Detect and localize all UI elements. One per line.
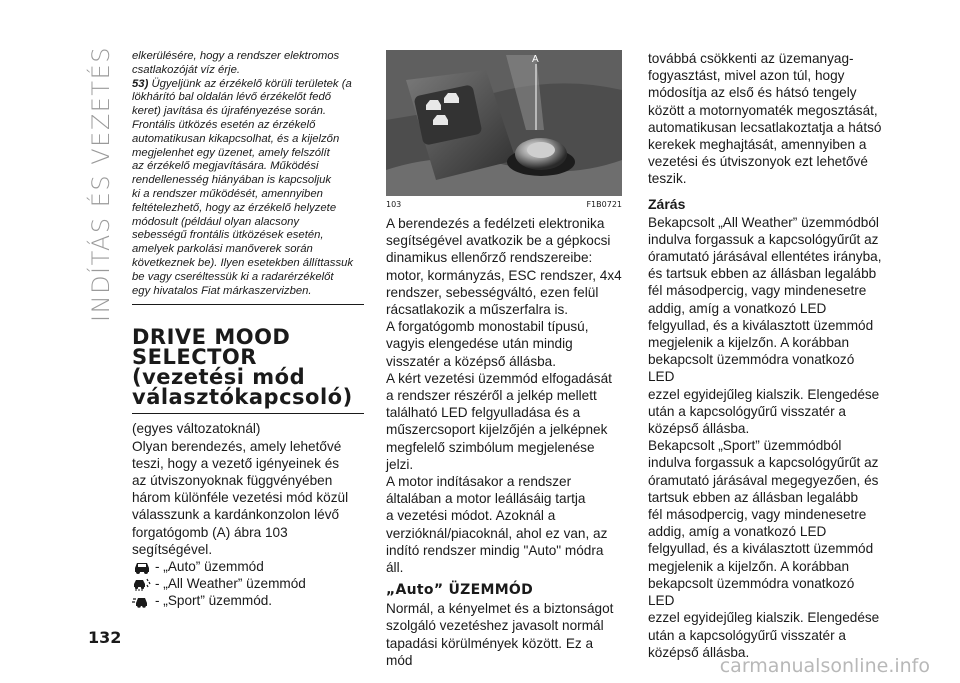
body-line: Olyan berendezés, amely lehetővé xyxy=(132,438,342,454)
mode-label: - „All Weather” üzemmód xyxy=(155,576,306,592)
note-line: amelyek parkolási manőverek során xyxy=(132,243,313,256)
body-line: középső állásba. xyxy=(648,421,750,437)
body-line: addig, amíg a vonatkozó LED xyxy=(648,524,827,540)
heading-line: DRIVE MOOD xyxy=(132,325,291,350)
note-line: megjelenhet egy üzenet, amely felszólít xyxy=(132,146,330,159)
body-line: óramutató járásával megegyezően, és xyxy=(648,472,879,488)
auto-mode-text xyxy=(386,600,622,669)
body-line: verzióknál/piacoknál, ahol ez van, az xyxy=(386,525,608,541)
mode-item-sport xyxy=(132,592,364,609)
note-53 xyxy=(132,78,364,92)
note-number: 53) xyxy=(132,77,149,90)
auto-mode-icon xyxy=(132,559,152,575)
mode-item-all-weather xyxy=(132,575,364,592)
page-number: 132 xyxy=(88,628,122,647)
body-line: forgatógomb (A) ábra 103 segítségével. xyxy=(132,524,288,557)
body-line: segítségével avatkozik be a gépkocsi xyxy=(386,233,611,249)
body-line: teszi, hogy a vezető igényeinek és xyxy=(132,455,340,471)
body-line: Bekapcsolt „All Weather” üzemmódból xyxy=(648,214,879,230)
figure-callout-label: A xyxy=(532,54,539,65)
col2-body xyxy=(386,215,622,576)
figure-code: F1B0721 xyxy=(586,200,622,209)
body-line: indulva forgassuk a kapcsológyűrűt az xyxy=(648,455,879,471)
mode-label: - „Sport” üzemmód. xyxy=(155,593,273,609)
body-line: után a kapcsológyűrű visszatér a xyxy=(648,627,846,643)
watermark: carmanualsonline.info xyxy=(719,655,930,677)
body-line: tapadási körülmények között. Ez a mód xyxy=(386,635,594,668)
sport-mode-icon xyxy=(132,593,152,609)
note-line: következnek be). Ilyen esetekben állíttassuk xyxy=(132,256,354,269)
body-line: óramutató járásával ellentétes irányba, xyxy=(648,249,882,265)
body-line: középső állásba. xyxy=(648,644,750,660)
body-line: módosítja az első és hátsó tengely xyxy=(648,85,857,101)
mode-item-auto xyxy=(132,558,364,575)
body-line: fogyasztást, mivel azon túl, hogy xyxy=(648,68,845,84)
body-line: A motor indításakor a rendszer xyxy=(386,474,572,490)
note-line: Frontális ütközés esetén az érzékelő xyxy=(132,118,316,131)
body-line: a rendszer részéről a jelkép mellett xyxy=(386,388,597,404)
body-line: rácsatlakozik a műszerfalra is. xyxy=(386,302,569,318)
mode-label: - „Auto” üzemmód xyxy=(155,558,264,574)
note-line: egy hivatalos Fiat márkaszervizben. xyxy=(132,284,312,297)
body-line: megjelenik a kijelzőn. A korábban xyxy=(648,335,850,351)
body-line: az útviszonyoknak függvényében xyxy=(132,472,333,488)
body-line: bekapcsolt üzemmódra vonatkozó LED xyxy=(648,352,855,385)
note-line: feltételezhető, hogy az érzékelő helyzete xyxy=(132,201,337,214)
body-line: A berendezés a fedélzeti elektronika xyxy=(386,216,605,231)
note-line: ki a rendszer működését, amennyiben xyxy=(132,187,323,200)
body-line: három különféle vezetési mód közül xyxy=(132,490,349,506)
note-line: rendellenesség hiányában is kapcsoljuk xyxy=(132,174,332,187)
body-line: (egyes változatoknál) xyxy=(132,421,261,437)
body-line: rendszer, sebességváltó, ezen felül xyxy=(386,284,599,300)
note-line: automatikusan kikapcsolhat, és a kijelzőn xyxy=(132,132,340,145)
body-line: indulva forgassuk a kapcsológyűrűt az xyxy=(648,231,879,247)
body-line: motor, kormányzás, ESC rendszer, 4x4 xyxy=(386,267,622,283)
body-line: A forgatógomb monostabil típusú, xyxy=(386,319,589,335)
body-line: visszatér a középső állásba. xyxy=(386,353,557,369)
intro-paragraph xyxy=(132,420,364,558)
body-line: dinamikus ellenőrző rendszereibe: xyxy=(386,250,593,266)
body-line: indító rendszer mindig "Auto" módra áll. xyxy=(386,542,604,576)
body-line: tartsuk ebben az állásban legalább xyxy=(648,489,859,505)
column-3 xyxy=(648,50,884,661)
body-line: ezzel egyidejűleg kialszik. Elengedése xyxy=(648,386,880,402)
body-line: addig, amíg a vonatkozó LED xyxy=(648,300,827,316)
body-line: kerekek meghajtását, amennyiben a xyxy=(648,137,867,153)
mode-list xyxy=(132,558,364,610)
body-line: A kért vezetési üzemmód elfogadását xyxy=(386,370,612,386)
body-line: megfelelő szimbólum megjelenése jelzi. xyxy=(386,439,595,472)
body-line: megjelenik a kijelzőn. A korábban xyxy=(648,558,850,574)
body-line: között a motornyomaték megosztását, xyxy=(648,102,878,118)
note-line: keret) javítása és újrafényezése során. xyxy=(132,105,327,118)
figure-drive-mood-selector xyxy=(386,50,622,196)
column-2 xyxy=(386,50,622,669)
col3-intro xyxy=(648,50,884,188)
body-line: a vezetési módot. Azoknál a xyxy=(386,508,556,524)
note-line: elkerülésére, hogy a rendszer elektromos xyxy=(132,50,340,62)
heading-line: (vezetési mód xyxy=(132,365,306,390)
body-line: vagyis elengedése után mindig xyxy=(386,336,573,352)
body-line: továbbá csökkenti az üzemanyag- xyxy=(648,51,854,66)
chapter-side-title xyxy=(84,46,118,322)
body-line: automatikusan lecsatlakoztatja a hátsó xyxy=(648,119,882,135)
note-line: be vagy cseréltessük ki a radarérzékelőt xyxy=(132,270,334,283)
body-line: ezzel egyidejűleg kialszik. Elengedése xyxy=(648,610,880,626)
col3-para2 xyxy=(648,437,884,661)
body-line: felgyullad, és a kiválasztott üzemmód xyxy=(648,541,874,557)
body-line: Normál, a kényelmet és a biztonságot xyxy=(386,601,614,617)
closing-subheading: Zárás xyxy=(648,195,686,212)
body-line: felgyullad, és a kiválasztott üzemmód xyxy=(648,317,874,333)
heading-line: választókapcsoló) xyxy=(132,385,353,410)
body-line: és tartsuk ebben az állásban legalább xyxy=(648,266,877,282)
body-line: Bekapcsolt „Sport” üzemmódból xyxy=(648,438,842,454)
body-line: szolgáló vezetéshez javasolt normál xyxy=(386,618,604,634)
all-weather-mode-icon xyxy=(132,576,152,592)
note-line: módosult (például olyan alacsony xyxy=(132,215,300,228)
body-line: után a kapcsológyűrű visszatér a xyxy=(648,403,846,419)
body-line: bekapcsolt üzemmódra vonatkozó LED xyxy=(648,575,855,609)
body-line: műszercsoport kijelzőjén a jelképnek xyxy=(386,422,608,438)
heading-line: SELECTOR xyxy=(132,345,257,370)
body-line: vezetési és útviszonyok ezt lehetővé xyxy=(648,154,868,170)
note-line: sebességű frontális ütközések esetén, xyxy=(132,229,324,242)
note-line: lökhárító bal oldalán lévő érzékelőt fedő xyxy=(132,91,332,104)
chapter-title-text: INDÍTÁS ÉS VEZETÉS xyxy=(87,46,115,322)
body-line: található LED felgyulladása és a xyxy=(386,405,581,421)
figure-caption xyxy=(386,200,622,209)
body-line: válasszunk a kardánkonzolon lévő xyxy=(132,507,340,523)
body-line: fél másodpercig, vagy mindenesetre xyxy=(648,283,867,299)
column-1 xyxy=(132,50,364,610)
body-line: általában a motor leállásáig tartja xyxy=(386,491,586,507)
figure-number: 103 xyxy=(386,200,402,209)
note-line: az érzékelő megjavítására. Működési xyxy=(132,160,319,173)
body-line: fél másodpercig, vagy mindenesetre xyxy=(648,507,867,523)
note-box xyxy=(132,50,364,305)
col3-para1 xyxy=(648,214,884,438)
note-line: Ügyeljünk az érzékelő körüli területek (a xyxy=(148,77,352,90)
note-line: csatlakozóját víz érje. xyxy=(132,63,240,76)
section-heading xyxy=(132,327,364,414)
body-line: teszik. xyxy=(648,171,687,187)
selector-photo-illustration xyxy=(386,50,622,196)
auto-mode-heading: „Auto” ÜZEMMÓD xyxy=(386,582,534,599)
